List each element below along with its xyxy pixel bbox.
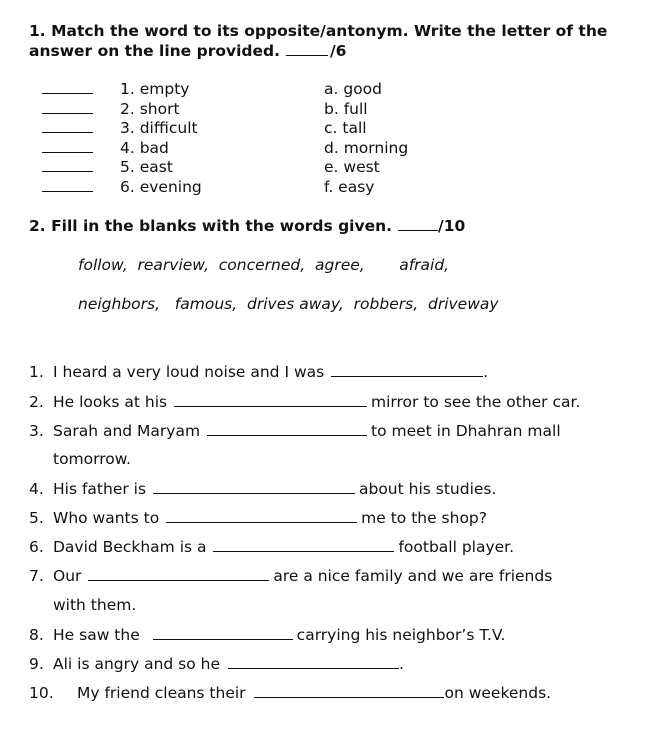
question-text-after: about his studies. [358, 480, 497, 498]
match-answer-blank[interactable] [42, 93, 93, 94]
match-answer-blank[interactable] [42, 113, 93, 114]
question-text-before: He looks at his [53, 393, 168, 411]
match-option: a. good [324, 80, 382, 98]
question-6 [29, 536, 514, 557]
match-word: 6. evening [120, 178, 202, 196]
question-7-continuation: with them. [53, 596, 137, 614]
question-text-after: football player. [398, 538, 515, 556]
question-3 [29, 420, 561, 441]
match-answer-blank[interactable] [42, 191, 93, 192]
question-number: 2. [29, 393, 44, 411]
question-9 [29, 653, 404, 674]
section1-score: /6 [330, 42, 347, 60]
question-7 [29, 565, 552, 586]
match-row [0, 157, 656, 177]
match-row [0, 138, 656, 158]
answer-blank[interactable] [254, 682, 444, 698]
match-row [0, 177, 656, 197]
question-number: 8. [29, 626, 44, 644]
answer-blank[interactable] [153, 478, 355, 494]
question-text-before: Who wants to [53, 509, 160, 527]
answer-blank[interactable] [331, 361, 483, 377]
question-text-after: . [398, 655, 404, 673]
section1-score-blank[interactable] [286, 41, 328, 56]
section2-score: /10 [438, 217, 466, 235]
question-text-before: Ali is angry and so he [53, 655, 221, 673]
section1-heading [29, 21, 629, 61]
answer-blank[interactable] [166, 507, 357, 523]
answer-blank[interactable] [174, 391, 367, 407]
question-text-before: I heard a very loud noise and I was [53, 363, 325, 381]
match-option: b. full [324, 100, 368, 118]
question-8 [29, 624, 505, 645]
answer-blank[interactable] [228, 653, 399, 669]
match-row [0, 79, 656, 99]
match-row [0, 118, 656, 138]
answer-blank[interactable] [153, 624, 293, 640]
question-number: 1. [29, 363, 44, 381]
match-option: f. easy [324, 178, 375, 196]
question-number: 6. [29, 538, 44, 556]
question-number: 10. [29, 684, 54, 702]
section2-heading [29, 216, 465, 236]
section2-score-blank[interactable] [398, 216, 438, 231]
question-text-before: He saw the [53, 626, 140, 644]
word-bank-line: follow, rearview, concerned, agree, afraid, [78, 256, 450, 274]
match-word: 5. east [120, 158, 173, 176]
match-answer-blank[interactable] [42, 132, 93, 133]
question-text-after: carrying his neighbor’s T.V. [296, 626, 506, 644]
question-text-after: . [483, 363, 489, 381]
question-text-after: mirror to see the other car. [371, 393, 581, 411]
section2-heading-text: 2. Fill in the blanks with the words given. [29, 217, 393, 235]
question-2 [29, 391, 580, 412]
answer-blank[interactable] [207, 420, 367, 436]
section1-heading-text: 1. Match the word to its opposite/antonym. Write the letter of the answer on the line provided. [29, 22, 608, 60]
question-5 [29, 507, 487, 528]
question-1 [29, 361, 488, 382]
question-text-before: Sarah and Maryam [53, 422, 201, 440]
match-word: 4. bad [120, 139, 169, 157]
question-text-before: Our [53, 567, 82, 585]
question-number: 7. [29, 567, 44, 585]
match-word: 1. empty [120, 80, 190, 98]
question-4 [29, 478, 496, 499]
question-10 [29, 682, 551, 703]
question-number: 4. [29, 480, 44, 498]
question-text-after: me to the shop? [361, 509, 488, 527]
question-text-after: are a nice family and we are friends [273, 567, 553, 585]
match-option: c. tall [324, 119, 367, 137]
match-answer-blank[interactable] [42, 171, 93, 172]
match-answer-blank[interactable] [42, 152, 93, 153]
match-row [0, 99, 656, 119]
question-3-continuation: tomorrow. [53, 450, 131, 468]
question-text-before: My friend cleans their [77, 684, 246, 702]
question-number: 9. [29, 655, 44, 673]
match-option: e. west [324, 158, 380, 176]
match-option: d. morning [324, 139, 409, 157]
question-text-after: on weekends. [444, 684, 552, 702]
question-text-before: His father is [53, 480, 147, 498]
question-number: 3. [29, 422, 44, 440]
question-text-after: to meet in Dhahran mall [371, 422, 561, 440]
question-number: 5. [29, 509, 44, 527]
question-text-before: David Beckham is a [53, 538, 207, 556]
match-word: 3. difficult [120, 119, 198, 137]
word-bank-line: neighbors, famous, drives away, robbers, driveway [78, 295, 499, 313]
match-word: 2. short [120, 100, 180, 118]
answer-blank[interactable] [88, 565, 269, 581]
answer-blank[interactable] [213, 536, 394, 552]
